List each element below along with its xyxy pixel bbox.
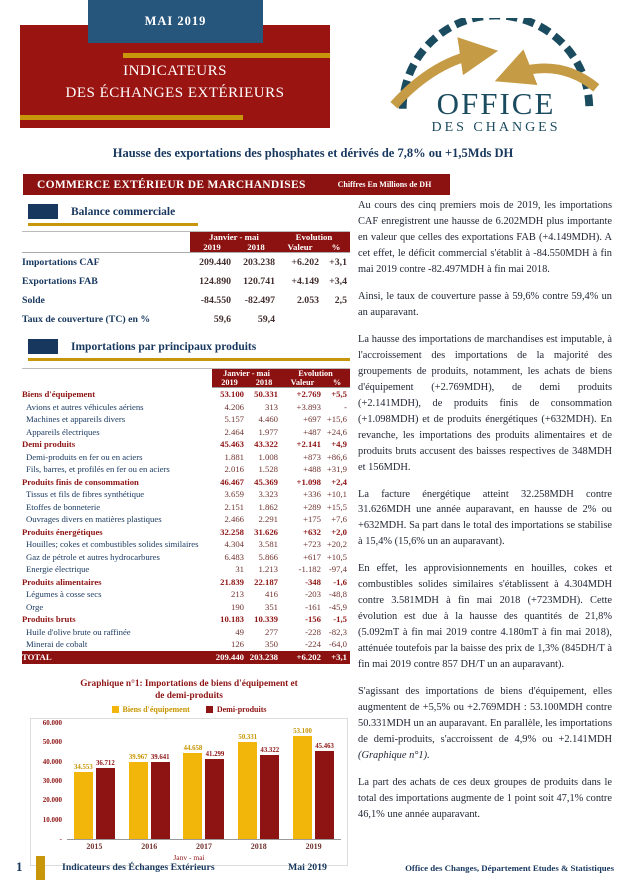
table-row bbox=[22, 563, 350, 576]
table-row bbox=[22, 463, 350, 476]
bar-biens-equipement bbox=[293, 736, 312, 839]
cell-value: -64,0 bbox=[328, 639, 347, 650]
cell-value: 4.460 bbox=[258, 414, 278, 425]
cell-value: 46.467 bbox=[220, 476, 244, 487]
row-label: Energie électrique bbox=[26, 564, 90, 575]
col-pct: % bbox=[331, 242, 341, 252]
cell-value: 45.369 bbox=[254, 476, 278, 487]
bar-biens-equipement bbox=[74, 772, 93, 839]
table-row bbox=[22, 576, 350, 589]
cell-value: +632 bbox=[303, 526, 321, 537]
cell-value: +6.202 bbox=[291, 257, 319, 268]
row-label: Etoffes de bonneterie bbox=[26, 501, 101, 512]
row-label: Taux de couverture (TC) en % bbox=[22, 314, 151, 325]
cell-value: 43.322 bbox=[254, 439, 278, 450]
footer-organization: Office des Changes, Département Etudes & Statistiques bbox=[405, 863, 614, 873]
cell-value: -1.182 bbox=[298, 564, 321, 575]
cell-value: 21.839 bbox=[220, 576, 244, 587]
logo-subtitle: DES CHANGES bbox=[431, 120, 561, 135]
cell-value: 203.238 bbox=[243, 257, 275, 268]
paragraph: S'agissant des importations de biens d'équipement, elles augmentent de +5,5% ou +2.769MDH : 53.100MDH contre 50.331MDH un an auparavant. En parallèle, les importations de demi-produits, s'accroissent de 4,9% ou +2.141MDH (Graphique n°1). bbox=[358, 686, 612, 762]
logo-wordmark: OFFICE bbox=[436, 86, 556, 121]
axis-tick-label: 2019 bbox=[305, 842, 322, 851]
cell-value: -156 bbox=[305, 614, 321, 625]
cell-value: 59,6 bbox=[213, 314, 231, 325]
cell-value: 32.258 bbox=[220, 526, 244, 537]
balance-table-body bbox=[22, 252, 350, 329]
cell-value: +10,5 bbox=[326, 551, 347, 562]
row-label: Produits finis de consommation bbox=[22, 476, 139, 487]
footer bbox=[0, 856, 626, 885]
cell-value: 3.581 bbox=[258, 539, 278, 550]
cell-value: 2.291 bbox=[258, 514, 278, 525]
cell-value: +336 bbox=[303, 489, 321, 500]
cell-value: 10.339 bbox=[254, 614, 278, 625]
bar-group bbox=[74, 760, 115, 839]
bar-value-label: 50.331 bbox=[238, 733, 258, 741]
bar-value-label: 39.967 bbox=[128, 753, 148, 761]
bar-demi-produits bbox=[315, 751, 334, 839]
cell-value: 1.528 bbox=[258, 464, 278, 475]
table-row bbox=[22, 401, 350, 414]
cell-value: 5.157 bbox=[224, 414, 244, 425]
cell-value: +487 bbox=[303, 426, 321, 437]
cell-value: 2.053 bbox=[296, 295, 319, 306]
paragraph: La hausse des importations de marchandises est imputable, à l'accroissement des importations de la majorité des groupements de produits, notamment, les achats de biens d'équipement (+2.769MDH), de demi produits (+2.141MDH), de produits finis de consommation (+1.098MDH) et de produits énergétiques (+632MDH). En revanche, les importations des produits alimentaires et de produits bruts accusent des baisses respectives de 348MDH et 156MDH. bbox=[358, 333, 612, 473]
cell-value: -84.550 bbox=[200, 295, 231, 306]
row-label: Machines et appareils divers bbox=[26, 414, 126, 425]
cell-value: 2,5 bbox=[334, 295, 347, 306]
col-group-evolution: Evolution bbox=[298, 369, 333, 378]
balance-table bbox=[22, 231, 350, 329]
chart-frame bbox=[30, 718, 348, 866]
commerce-exterieur-bar bbox=[23, 174, 450, 195]
bar-group bbox=[238, 734, 279, 839]
cell-value: +2.769 bbox=[296, 389, 321, 400]
imports-table-header bbox=[212, 369, 350, 388]
paragraph: La part des achats de ces deux groupes de produits dans le total des importations augmente de 1 point soit 47,1% contre 46,1% une année auparavant. bbox=[358, 777, 612, 820]
section-underline bbox=[28, 358, 350, 361]
cell-value: -1,5 bbox=[333, 614, 347, 625]
cell-value: 120.741 bbox=[243, 276, 275, 287]
row-label: Produits bruts bbox=[22, 614, 76, 625]
report-title bbox=[20, 61, 330, 105]
row-label: Solde bbox=[22, 295, 45, 306]
col-valeur: Valeur bbox=[290, 378, 315, 387]
row-label: Exportations FAB bbox=[22, 276, 98, 287]
row-label: Importations CAF bbox=[22, 257, 100, 268]
section-title: Importations par principaux produits bbox=[71, 340, 257, 353]
table-row bbox=[22, 538, 350, 551]
page-number: 1 bbox=[16, 859, 23, 874]
table-row bbox=[22, 310, 350, 329]
cell-value: 53.100 bbox=[220, 389, 244, 400]
cell-value: +4.149 bbox=[291, 276, 319, 287]
row-label: Produits alimentaires bbox=[22, 576, 102, 587]
footer-date: Mai 2019 bbox=[288, 862, 327, 873]
bar-demi-produits bbox=[205, 759, 224, 839]
total-label: TOTAL bbox=[22, 652, 52, 662]
cell-value: 59,4 bbox=[257, 314, 275, 325]
cell-value: +1.098 bbox=[296, 476, 321, 487]
row-label: Légumes à cosse secs bbox=[26, 589, 102, 600]
table-row bbox=[22, 626, 350, 639]
bar-value-label: 43.322 bbox=[260, 747, 280, 755]
imports-table bbox=[22, 368, 350, 664]
cell-value: -203 bbox=[305, 589, 321, 600]
cell-value: 313 bbox=[264, 401, 278, 412]
cell-value: 209.440 bbox=[199, 257, 231, 268]
commerce-bar-subtitle: Chiffres En Millions de DH bbox=[337, 180, 432, 189]
row-label: Demi produits bbox=[22, 439, 76, 450]
table-row bbox=[22, 451, 350, 464]
cell-value: +15,6 bbox=[326, 414, 347, 425]
axis-tick-label: 60.000 bbox=[42, 719, 62, 727]
bar-value-label: 45.463 bbox=[315, 743, 334, 751]
cell-value: 1.977 bbox=[258, 426, 278, 437]
bar-group bbox=[129, 754, 170, 839]
cell-value: 124.890 bbox=[199, 276, 231, 287]
cell-value: +10,1 bbox=[326, 489, 347, 500]
table-row bbox=[22, 551, 350, 564]
legend-label: Demi-produits bbox=[216, 705, 267, 714]
col-2019: 2019 bbox=[203, 242, 221, 252]
cell-value: -97,4 bbox=[328, 564, 347, 575]
cell-value: 209.440 bbox=[215, 652, 244, 662]
bar-value-label: 39.641 bbox=[150, 754, 170, 762]
table-row bbox=[22, 388, 350, 401]
cell-value: 49 bbox=[235, 626, 244, 637]
cell-value: -82.497 bbox=[244, 295, 275, 306]
cell-value: +20,2 bbox=[326, 539, 347, 550]
table-row bbox=[22, 413, 350, 426]
section-header-balance bbox=[28, 204, 350, 226]
cell-value: -348 bbox=[305, 576, 321, 587]
analysis-text-column bbox=[358, 198, 612, 834]
footer-doc-title: Indicateurs des Échanges Extérieurs bbox=[62, 862, 215, 873]
cell-value: +488 bbox=[303, 464, 321, 475]
cell-value: +697 bbox=[303, 414, 321, 425]
cell-value: 2.151 bbox=[224, 501, 244, 512]
gold-rule-top bbox=[123, 53, 330, 58]
axis-tick-label: 2016 bbox=[141, 842, 158, 851]
section-square-icon bbox=[28, 339, 58, 354]
row-label: Produits énergétiques bbox=[22, 526, 103, 537]
chart-x-axis-title: Janv - mai bbox=[173, 853, 205, 862]
table-row bbox=[22, 488, 350, 501]
legend-item bbox=[112, 705, 190, 714]
col-group-evolution: Evolution bbox=[295, 232, 333, 242]
cell-value: +289 bbox=[303, 501, 321, 512]
col-valeur: Valeur bbox=[287, 242, 313, 252]
gold-rule-bottom bbox=[20, 115, 243, 120]
axis-tick-label: 30.000 bbox=[42, 777, 62, 785]
cell-value: 22.187 bbox=[254, 576, 278, 587]
bar-demi-produits bbox=[260, 755, 279, 839]
chart-title-line1: Graphique n°1: Importations de biens d'équipement et bbox=[80, 679, 298, 689]
table-row bbox=[22, 526, 350, 539]
table-row bbox=[22, 613, 350, 626]
chart-x-axis bbox=[67, 840, 341, 853]
paragraph: Ainsi, le taux de couverture passe à 59,6% contre 59,4% un an auparavant. bbox=[358, 290, 612, 318]
cell-value: +6.202 bbox=[296, 652, 321, 662]
chart-title-line2: de demi-produits bbox=[155, 690, 223, 701]
cell-value: 6.483 bbox=[224, 551, 244, 562]
cell-value: 45.463 bbox=[220, 439, 244, 450]
cell-value: +2,0 bbox=[331, 526, 347, 537]
row-label: Ouvrages divers en matières plastiques bbox=[26, 514, 162, 525]
cell-value: +2,4 bbox=[331, 476, 347, 487]
cell-value: 1.008 bbox=[258, 451, 278, 462]
row-label: Appareils électriques bbox=[26, 426, 100, 437]
bar-demi-produits bbox=[96, 768, 115, 839]
cell-value: +5,5 bbox=[331, 389, 347, 400]
bar-value-label: 53.100 bbox=[293, 728, 312, 736]
bar-chart bbox=[30, 703, 348, 866]
cell-value: 350 bbox=[264, 639, 278, 650]
cell-value: 31.626 bbox=[254, 526, 278, 537]
row-label: Demi-produits en fer ou en aciers bbox=[26, 451, 143, 462]
cell-value: +3,1 bbox=[329, 257, 347, 268]
cell-value: 277 bbox=[264, 626, 278, 637]
cell-value: 2.464 bbox=[224, 426, 244, 437]
bar-biens-equipement bbox=[129, 762, 148, 839]
headline: Hausse des exportations des phosphates et dérivés de 7,8% ou +1,5Mds DH bbox=[112, 146, 514, 160]
balance-table-header bbox=[190, 232, 350, 253]
row-label: Gaz de pétrole et autres hydrocarbures bbox=[26, 551, 160, 562]
bar-value-label: 44.658 bbox=[183, 744, 203, 752]
table-row bbox=[22, 638, 350, 651]
report-title-line2: DES ÉCHANGES EXTÉRIEURS bbox=[65, 84, 285, 101]
cell-value: +15,5 bbox=[326, 501, 347, 512]
cell-value: 3.659 bbox=[224, 489, 244, 500]
bar-group bbox=[293, 728, 334, 839]
axis-tick-label: 40.000 bbox=[42, 757, 62, 766]
cell-value: +3,4 bbox=[329, 276, 347, 287]
col-group-period: Janvier - mai bbox=[209, 232, 259, 242]
cell-value: +617 bbox=[303, 551, 321, 562]
cell-value: +3.893 bbox=[296, 401, 321, 412]
bar-biens-equipement bbox=[183, 753, 202, 839]
axis-tick-label: 10.000 bbox=[42, 815, 62, 824]
table-row bbox=[22, 513, 350, 526]
chart-legend bbox=[30, 703, 348, 716]
cell-value: 2.466 bbox=[224, 514, 244, 525]
imports-table-body bbox=[22, 388, 350, 651]
cell-value: +873 bbox=[303, 451, 321, 462]
row-label: Minerai de cobalt bbox=[26, 639, 88, 650]
cell-value: -45,9 bbox=[328, 601, 347, 612]
cell-value: 213 bbox=[230, 589, 244, 600]
cell-value: 3.323 bbox=[258, 489, 278, 500]
date-box: MAI 2019 bbox=[88, 0, 263, 43]
section-square-icon bbox=[28, 204, 58, 219]
cell-value: +24,6 bbox=[326, 426, 347, 437]
cell-value: -1,6 bbox=[333, 576, 347, 587]
axis-tick-label: 2017 bbox=[195, 842, 212, 851]
legend-swatch bbox=[112, 706, 119, 713]
paragraph: En effet, les approvisionnements en houilles, cokes et combustibles solides similaires s'établissent à 4.304MDH contre 3.581MDH à fin mai 2018 (+723MDH). Cette évolution est due à la hausse des quantités de 21,8% (5.092mT à fin mai 2019 contre 4.180mT à fin mai 2018), atténuée toutefois par la baisse des prix de 1,3% (845DH/T à fin mai 2019 contre 857 DH/T un an auparavant). bbox=[358, 563, 612, 671]
table-row bbox=[22, 253, 350, 272]
bar-value-label: 41.299 bbox=[205, 751, 225, 759]
table-row bbox=[22, 272, 350, 291]
legend-swatch bbox=[206, 706, 213, 713]
chart-title bbox=[30, 679, 348, 702]
cell-value: -228 bbox=[305, 626, 321, 637]
cell-value: 50.331 bbox=[254, 389, 278, 400]
cell-value: +175 bbox=[303, 514, 321, 525]
cell-value: 351 bbox=[264, 601, 278, 612]
row-label: Orge bbox=[26, 601, 44, 612]
legend-item bbox=[206, 705, 267, 714]
paragraph: La facture énergétique atteint 32.258MDH contre 31.626MDH une année auparavant, en hausse de 2% ou +632MDH. Sa part dans le total des importations se stabilise à 15,4% (15,6% un an auparavant). bbox=[358, 488, 612, 548]
table-row bbox=[22, 601, 350, 614]
bar-biens-equipement bbox=[238, 742, 257, 839]
section-title: Balance commerciale bbox=[71, 205, 176, 218]
axis-tick-label: 2015 bbox=[86, 842, 103, 851]
cell-value: -82,3 bbox=[328, 626, 347, 637]
legend-label: Biens d'équipement bbox=[122, 705, 190, 714]
cell-value: 2.016 bbox=[224, 464, 244, 475]
cell-value: 416 bbox=[264, 589, 278, 600]
total-row bbox=[22, 651, 350, 664]
footer-gold-bar bbox=[36, 856, 45, 880]
axis-tick-label: - bbox=[59, 835, 62, 843]
bar-group bbox=[183, 745, 224, 839]
cell-value: 126 bbox=[230, 639, 244, 650]
report-title-line1: INDICATEURS bbox=[123, 63, 227, 79]
axis-tick-label: 2018 bbox=[250, 842, 267, 851]
col-2018: 2018 bbox=[247, 242, 265, 252]
cell-value: 1.862 bbox=[258, 501, 278, 512]
table-row bbox=[22, 438, 350, 451]
col-2019: 2019 bbox=[221, 378, 238, 387]
cell-value: 190 bbox=[230, 601, 244, 612]
cell-value: +3,1 bbox=[331, 652, 347, 662]
bar-value-label: 36.712 bbox=[96, 760, 115, 767]
bar-value-label: 34.553 bbox=[74, 764, 93, 772]
cell-value: -48,8 bbox=[328, 589, 347, 600]
chart-plot-area bbox=[67, 723, 341, 840]
table-row bbox=[22, 426, 350, 439]
commerce-bar-title: COMMERCE EXTÉRIEUR DE MARCHANDISES bbox=[37, 178, 306, 191]
row-label: Huile d'olive brute ou raffinée bbox=[26, 626, 131, 637]
col-pct: % bbox=[332, 378, 342, 387]
cell-value: +31,9 bbox=[326, 464, 347, 475]
office-des-changes-logo bbox=[370, 18, 622, 144]
cell-value: 203.238 bbox=[249, 652, 278, 662]
axis-tick-label: 50.000 bbox=[42, 738, 62, 747]
cell-value: 4.304 bbox=[224, 539, 244, 550]
paragraph: Au cours des cinq premiers mois de 2019, les importations CAF enregistrent une hausse de 6.202MDH plus importante en valeur que celles des exportations FAB (+4.149MDH). A cet effet, le déficit commercial s'établit à -84.550MDH à fin mai 2019 contre -82.497MDH à fin mai 2018. bbox=[358, 200, 612, 275]
row-label: Tissus et fils de fibres synthétique bbox=[26, 489, 145, 500]
cell-value: -224 bbox=[305, 639, 321, 650]
row-label: Biens d'équipement bbox=[22, 389, 96, 400]
col-2018: 2018 bbox=[255, 378, 273, 387]
cell-value: +2.141 bbox=[296, 439, 321, 450]
cell-value: -161 bbox=[305, 601, 321, 612]
table-row bbox=[22, 501, 350, 514]
cell-value: +7,6 bbox=[331, 514, 347, 525]
chart-y-axis bbox=[31, 719, 67, 843]
cell-value: 4.206 bbox=[224, 401, 244, 412]
axis-tick-label: 20.000 bbox=[42, 796, 62, 805]
table-row bbox=[22, 588, 350, 601]
row-label: Houilles; cokes et combustibles solides similaires bbox=[26, 539, 199, 550]
cell-value: 1.881 bbox=[224, 451, 244, 462]
cell-value: 5.866 bbox=[258, 551, 278, 562]
cell-value: +86,6 bbox=[326, 451, 347, 462]
bar-demi-produits bbox=[151, 762, 170, 839]
cell-value: 10.183 bbox=[220, 614, 244, 625]
row-label: Fils, barres, et profilés en fer ou en aciers bbox=[26, 464, 170, 475]
cell-value: - bbox=[344, 401, 347, 412]
cell-value: 31 bbox=[235, 564, 244, 575]
table-row bbox=[22, 476, 350, 489]
cell-value: +4,9 bbox=[331, 439, 347, 450]
table-row bbox=[22, 291, 350, 310]
section-underline bbox=[28, 223, 198, 226]
section-header-imports bbox=[28, 339, 350, 361]
cell-value: +723 bbox=[303, 539, 321, 550]
cell-value: 1.213 bbox=[258, 564, 278, 575]
row-label: Avions et autres véhicules aériens bbox=[26, 401, 144, 412]
col-group-period: Janvier - mai bbox=[223, 369, 270, 378]
